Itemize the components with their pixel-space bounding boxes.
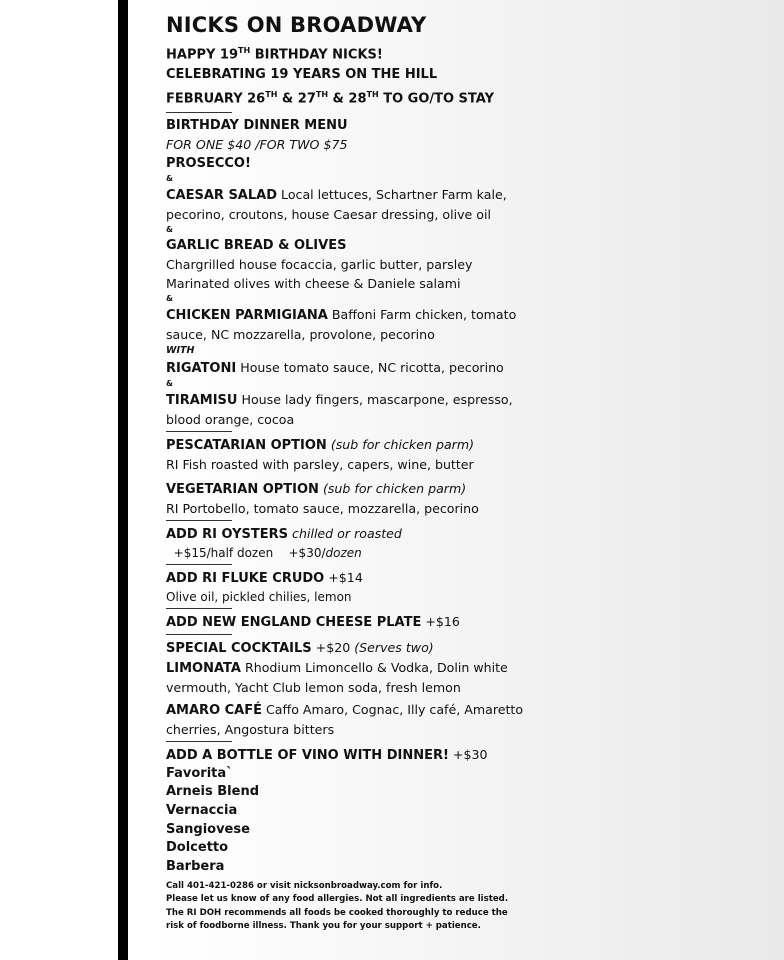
- wine-vernaccia: Vernaccia: [166, 803, 238, 819]
- divider: [166, 431, 232, 432]
- chicken-parm-item: CHICKEN PARMIGIANA Baffoni Farm chicken, tomato: [166, 306, 517, 323]
- wine-sangiovese: Sangiovese: [166, 821, 250, 837]
- olives-desc: Marinated olives with cheese & Daniele salami: [166, 275, 461, 291]
- special-cocktails-header: SPECIAL COCKTAILS +$20 (Serves two): [166, 639, 434, 656]
- caesar-salad-item: CAESAR SALAD Local lettuces, Schartner Farm kale,: [166, 186, 507, 203]
- birthday-headline: HAPPY 19TH BIRTHDAY NICKS!: [166, 46, 383, 63]
- garlic-bread-desc: Chargrilled house focaccia, garlic butter, parsley: [166, 256, 473, 272]
- restaurant-title: NICKS ON BROADWAY: [166, 13, 427, 37]
- tiramisu-item: TIRAMISU House lady fingers, mascarpone, espresso,: [166, 391, 513, 408]
- wine-addon-header: ADD A BOTTLE OF VINO WITH DINNER! +$30: [166, 746, 488, 763]
- tiramisu-desc: blood orange, cocoa: [166, 411, 295, 427]
- footer-contact: Call 401-421-0286 or visit nicksonbroadway.com for info.: [166, 880, 443, 891]
- ampersand-separator: &: [166, 224, 173, 234]
- garlic-bread-item: GARLIC BREAD & OLIVES: [166, 237, 347, 253]
- divider: [166, 608, 232, 609]
- divider: [166, 520, 232, 521]
- dinner-menu-title: BIRTHDAY DINNER MENU: [166, 117, 348, 133]
- limonata-item: LIMONATA Rhodium Limoncello & Vodka, Dolin white: [166, 659, 508, 676]
- oysters-prices: +$15/half dozen +$30/dozen: [173, 545, 362, 560]
- cheese-plate-addon: ADD NEW ENGLAND CHEESE PLATE +$16: [166, 613, 460, 630]
- menu-document: [166, 12, 766, 934]
- amaro-cafe-item: AMARO CAFÉ Caffo Amaro, Cognac, Illy café, Amaretto: [166, 701, 524, 718]
- ampersand-separator: &: [166, 173, 173, 183]
- vegetarian-desc: RI Portobello, tomato sauce, mozzarella, pecorino: [166, 500, 479, 516]
- dates-line: FEBRUARY 26TH & 27TH & 28TH TO GO/TO STAY: [166, 90, 495, 107]
- ampersand-separator: &: [166, 378, 173, 388]
- wine-favorita: Favorita`: [166, 765, 233, 781]
- caesar-salad-desc: pecorino, croutons, house Caesar dressing, olive oil: [166, 206, 492, 222]
- chicken-parm-desc: sauce, NC mozzarella, provolone, pecorino: [166, 326, 435, 342]
- rigatoni-item: RIGATONI House tomato sauce, NC ricotta, pecorino: [166, 359, 504, 376]
- pescatarian-option: PESCATARIAN OPTION (sub for chicken parm): [166, 436, 475, 453]
- menu-pricing: FOR ONE $40 /FOR TWO $75: [166, 136, 348, 152]
- with-separator: WITH: [166, 344, 195, 356]
- ampersand-separator: &: [166, 293, 173, 303]
- footer-doh-warning: The RI DOH recommends all foods be cooked thoroughly to reduce the: [166, 907, 508, 918]
- footer-allergies: Please let us know of any food allergies. Not all ingredients are listed.: [166, 894, 509, 905]
- prosecco-item: PROSECCO!: [166, 155, 251, 171]
- fluke-crudo-desc: Olive oil, pickled chilies, lemon: [166, 589, 352, 604]
- divider: [166, 112, 232, 113]
- oysters-addon: ADD RI OYSTERS chilled or roasted: [166, 525, 402, 542]
- wine-barbera: Barbera: [166, 859, 225, 875]
- celebrating-line: CELEBRATING 19 YEARS ON THE HILL: [166, 67, 438, 83]
- vegetarian-option: VEGETARIAN OPTION (sub for chicken parm): [166, 480, 467, 497]
- divider: [166, 634, 232, 635]
- amaro-cafe-desc: cherries, Angostura bitters: [166, 721, 335, 737]
- wine-arneis-blend: Arneis Blend: [166, 784, 260, 800]
- limonata-desc: vermouth, Yacht Club lemon soda, fresh lemon: [166, 679, 461, 695]
- left-black-bar: [118, 0, 128, 960]
- footer-thanks: risk of foodborne illness. Thank you for your support + patience.: [166, 921, 481, 932]
- divider: [166, 741, 232, 742]
- fluke-crudo-addon: ADD RI FLUKE CRUDO +$14: [166, 569, 363, 586]
- wine-dolcetto: Dolcetto: [166, 840, 229, 856]
- divider: [166, 564, 232, 565]
- pescatarian-desc: RI Fish roasted with parsley, capers, wine, butter: [166, 456, 474, 472]
